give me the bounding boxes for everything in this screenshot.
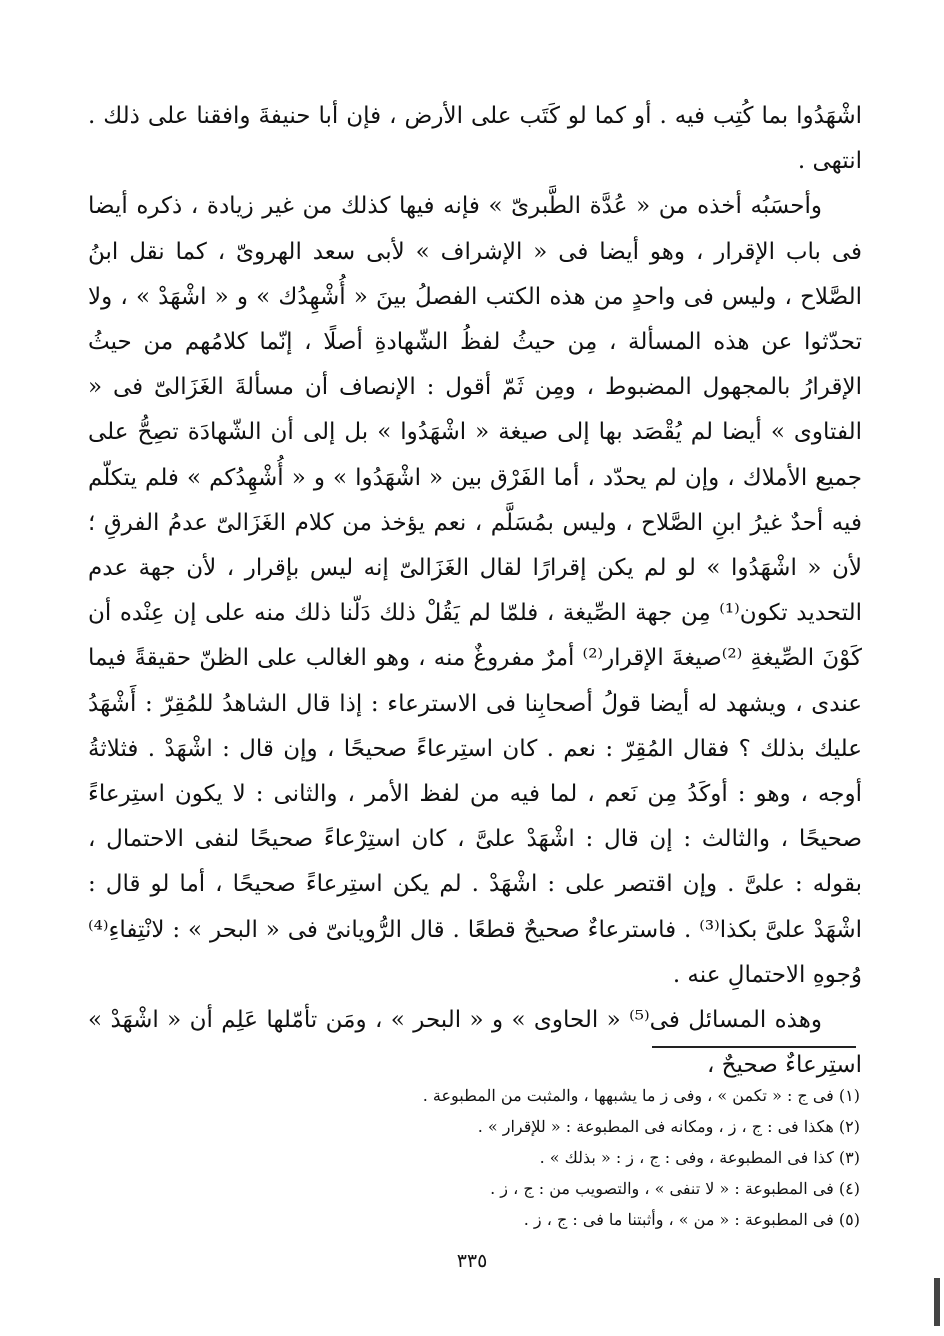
footnote-4: (٤) فى المطبوعة : « لا تنفى » ، والتصويب من : ج ، ز . [490, 1179, 860, 1198]
text-paragraph-last: وهذه المسائل فى⁽⁵⁾ « الحاوى » و « البحر » ، ومَن تأمّلها عَلِم أن « اشْهَدْ » استِرعاءٌ صحيحٌ ، [88, 1007, 862, 1079]
footnote-3: (٣) كذا فى المطبوعة ، وفى : ج ، ز : « بذلك » . [539, 1148, 860, 1167]
text-paragraph-continued: اشْهَدُوا بما كُتِب فيه . أو كما لو كَتَب على الأرض ، فإن أبا حنيفةَ وافقنا على ذلك . انتهى . [88, 103, 862, 175]
footnote-separator-rule [652, 1046, 856, 1048]
text-paragraph: وأحسَبُه أخذه من « عُدَّة الطَّبرىّ » فإنه فيها كذلك من غير زيادة ، ذكره أيضا فى باب الإقرار ، وهو أيضا فى « الإشراف » لأبى سعد الهروىّ ، كما نقل ابنُ الصَّلاح ، وليس فى واحدٍ من هذه الكتب الفصلُ بينَ « أُشْهِدُك » و « اشْهَدْ » ، ولا تحدّثوا عن هذه المسألة ، مِن حيثُ لفظُ الشّهادةِ أصلًا ، إنّما كلامُهم من حيثُ الإقرارُ بالمجهول المضبوط ، ومِن ثَمّ أقول : الإنصاف أن مسألةَ الغَزَالىّ فى « الفتاوى » أيضا لم يُقْصَد بها إلى صيغة « اشْهَدُوا » بل إلى أن الشّهادَة تصِحُّ على جميع الأملاك ، وإن لم يحدّد ، أما الفَرْق بين « اشْهَدُوا » و « أُشْهِدُكم » فلم يتكلّم فيه أحدٌ غيرُ ابنِ الصَّلاح ، وليس بمُسَلَّم ، نعم يؤخذ من كلام الغَزَالىّ عدمُ الفرقِ ؛ لأن « اشْهَدُوا » لو لم يكن إقرارًا لقال الغَزَالىّ إنه ليس بإقرار ، لأن جهة عدم التحديد تكون⁽¹⁾ مِن جهة الصِّيغة ، فلمّا لم يَقُلْ ذلك دَلّنا ذلك منه على إن عِنْده أن كَوْنَ الصِّيغةِ ⁽²⁾صيغةَ الإقرار⁽²⁾ أمرٌ مفروغٌ منه ، وهو الغالب على الظنّ حقيقةً فيما عندى ، ويشهد له أيضا قولُ أصحابِنا فى الاسترعاء : إذا قال الشاهدُ للمُقِرّ : أَشْهَدُ عليك بذلك ؟ فقال المُقِرّ : نعم . كان استِرعاءً صحيحًا ، وإن قال : اشْهَدْ . فثلاثةُ أوجه ، وهو : أوكَدُ مِن نَعم ، لما فيه من لفظ الأمر ، والثانى : لا يكون استِرعاءً صحيحًا ، والثالث : إن قال : اشْهَدْ علىَّ ، كان استِرْعاءً صحيحًا لنفى الاحتمال ، بقوله : علىَّ . وإن اقتصر على : اشْهَدْ . لم يكن استِرعاءً صحيحًا ، أما لو قال : اشْهَدْ علىَّ بكذا⁽³⁾ . فاسترعاءٌ صحيحٌ قطعًا . قال الرُّويانىّ فى « البحر » : لانْتِفاءِ⁽⁴⁾ وُجوهِ الاحتمالِ عنه . [88, 193, 862, 988]
page-number: ٣٣٥ [456, 1250, 488, 1272]
scan-edge-mark [934, 1278, 940, 1326]
footnote-5: (٥) فى المطبوعة : « من » ، وأثبتنا ما فى : ج ، ز . [523, 1210, 860, 1229]
footnote-1: (١) فى ج : « تكمن » ، وفى ز ما يشبهها ، والمثبت من المطبوعة . [422, 1086, 860, 1105]
footnote-2: (٢) هكذا فى : ج ، ز ، ومكانه فى المطبوعة : « للإقرار » . [477, 1117, 860, 1136]
footnotes-block [300, 1080, 860, 1235]
main-text-block [88, 94, 862, 1088]
